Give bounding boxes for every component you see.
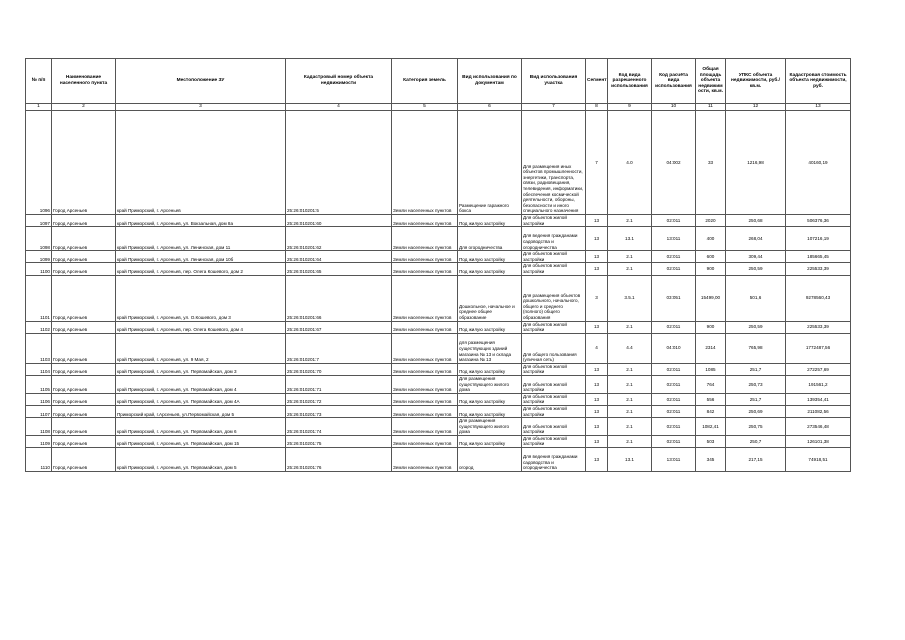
cell-area: 556 — [696, 393, 726, 405]
table-row — [26, 275, 851, 321]
table-row — [26, 375, 851, 393]
cell-calc: 13:011 — [652, 448, 696, 472]
column-number: 1 — [26, 104, 52, 111]
column-number: 13 — [786, 104, 851, 111]
cell-cat: Земли населенных пунктов — [392, 418, 458, 436]
cell-n: 1106 — [26, 393, 52, 405]
cell-city: Город Арсеньев — [52, 251, 116, 263]
cell-doc: Под жилую застройку — [458, 263, 522, 275]
cell-calc: 02:011 — [652, 375, 696, 393]
cell-seg: 3 — [586, 275, 608, 321]
cell-upks: 251,7 — [726, 393, 786, 405]
cell-use: Для объектов жилой застройки — [522, 363, 586, 375]
cell-code: 2.1 — [608, 215, 652, 227]
cell-use: Для объектов жилой застройки — [522, 405, 586, 417]
cell-code: 2.1 — [608, 405, 652, 417]
cell-city: Город Арсеньев — [52, 405, 116, 417]
table-row — [26, 363, 851, 375]
cell-seg: 13 — [586, 263, 608, 275]
cell-upks: 268,04 — [726, 227, 786, 251]
cell-cat: Земли населенных пунктов — [392, 448, 458, 472]
cell-cat: Земли населенных пунктов — [392, 393, 458, 405]
header-cell: Местоположение ЗУ — [116, 59, 286, 104]
cell-use: Для объектов жилой застройки — [522, 251, 586, 263]
table-row — [26, 227, 851, 251]
cell-use: Для объектов жилой застройки — [522, 215, 586, 227]
cell-use: Для объектов жилой застройки — [522, 418, 586, 436]
column-number: 6 — [458, 104, 522, 111]
cell-n: 1104 — [26, 363, 52, 375]
cell-city: Город Арсеньев — [52, 418, 116, 436]
cell-cost: 139354,41 — [786, 393, 851, 405]
cell-cost: 1772487,56 — [786, 333, 851, 363]
cell-upks: 250,75 — [726, 418, 786, 436]
cell-cat: Земли населенных пунктов — [392, 435, 458, 447]
cell-upks: 501,6 — [726, 275, 786, 321]
cell-seg: 13 — [586, 363, 608, 375]
cell-calc: 02:011 — [652, 393, 696, 405]
cell-cost: 126101,38 — [786, 435, 851, 447]
cell-calc: 04:010 — [652, 333, 696, 363]
cell-cost: 107216,19 — [786, 227, 851, 251]
cell-calc: 02:011 — [652, 363, 696, 375]
cell-calc: 02:011 — [652, 215, 696, 227]
header-cell: Вид использования по документам — [458, 59, 522, 104]
cell-upks: 250,69 — [726, 405, 786, 417]
cell-use: Для объектов жилой застройки — [522, 263, 586, 275]
header-cell: Вид использования участка — [522, 59, 586, 104]
column-number-row — [26, 104, 851, 111]
table-row — [26, 435, 851, 447]
cell-cad: 25:26:010201:75 — [286, 435, 392, 447]
cell-n: 1110 — [26, 448, 52, 472]
cell-cat: Земли населенных пунктов — [392, 405, 458, 417]
cell-doc: Под жилую застройку — [458, 363, 522, 375]
column-number: 8 — [586, 104, 608, 111]
cell-loc: край Приморский, г. Арсеньев, ул. Первомайская, дом 4 — [116, 375, 286, 393]
column-number: 3 — [116, 104, 286, 111]
cell-city: Город Арсеньев — [52, 393, 116, 405]
cell-cad: 25:26:010201:73 — [286, 405, 392, 417]
cell-city: Город Арсеньев — [52, 215, 116, 227]
cell-code: 4.4 — [608, 333, 652, 363]
cell-cat: Земли населенных пунктов — [392, 333, 458, 363]
cell-n: 1100 — [26, 263, 52, 275]
table-row — [26, 448, 851, 472]
cell-code: 13.1 — [608, 448, 652, 472]
cell-code: 3.5.1 — [608, 275, 652, 321]
cell-cad: 25:26:010201:66 — [286, 275, 392, 321]
cadastral-table — [25, 58, 851, 472]
cell-city: Город Арсеньев — [52, 263, 116, 275]
cell-seg: 13 — [586, 418, 608, 436]
cell-seg: 13 — [586, 448, 608, 472]
cell-doc: Под жилую застройку — [458, 393, 522, 405]
table-row — [26, 393, 851, 405]
cell-upks: 765,98 — [726, 333, 786, 363]
cell-n: 1099 — [26, 251, 52, 263]
cell-seg: 13 — [586, 321, 608, 333]
cell-calc: 02:011 — [652, 251, 696, 263]
table-row — [26, 215, 851, 227]
column-number: 9 — [608, 104, 652, 111]
cell-city: Город Арсеньев — [52, 321, 116, 333]
cell-code: 2.1 — [608, 321, 652, 333]
cell-upks: 250,59 — [726, 263, 786, 275]
cell-n: 1098 — [26, 227, 52, 251]
table-row — [26, 321, 851, 333]
table-row — [26, 263, 851, 275]
cell-doc: Дошкольное, начальное и среднее общее образование — [458, 275, 522, 321]
column-number: 12 — [726, 104, 786, 111]
cell-doc: Для огородничества — [458, 227, 522, 251]
cell-use: Для объектов жилой застройки — [522, 435, 586, 447]
cell-cad: 25:26:010201:71 — [286, 375, 392, 393]
cell-calc: 13:011 — [652, 227, 696, 251]
cell-cad: 25:26:010201:7 — [286, 333, 392, 363]
cell-cost: 185665,45 — [786, 251, 851, 263]
cell-calc: 02:011 — [652, 263, 696, 275]
cell-city: Город Арсеньев — [52, 363, 116, 375]
cell-use: Для размещения объектов дошкольного, начального, общего и среднего (полного) общего образования — [522, 275, 586, 321]
cell-cost: 9278560,43 — [786, 275, 851, 321]
cell-code: 2.1 — [608, 263, 652, 275]
column-number: 10 — [652, 104, 696, 111]
header-cell: Кадастровая стоимость объекта недвижимости, руб. — [786, 59, 851, 104]
table-body — [26, 111, 851, 472]
cell-cost: 211082,56 — [786, 405, 851, 417]
cell-seg: 13 — [586, 393, 608, 405]
cell-code: 2.1 — [608, 375, 652, 393]
cell-calc: 04:002 — [652, 111, 696, 215]
cell-cost: 506376,36 — [786, 215, 851, 227]
cell-doc: огород — [458, 448, 522, 472]
cell-seg: 13 — [586, 251, 608, 263]
cell-seg: 4 — [586, 333, 608, 363]
cell-doc: Под жилую застройку — [458, 251, 522, 263]
header-cell: Категория земель — [392, 59, 458, 104]
column-number: 4 — [286, 104, 392, 111]
cell-cost: 191561,2 — [786, 375, 851, 393]
cell-area: 900 — [696, 321, 726, 333]
cell-n: 1105 — [26, 375, 52, 393]
cell-area: 600 — [696, 251, 726, 263]
cell-cost: 225533,39 — [786, 263, 851, 275]
cell-n: 1109 — [26, 435, 52, 447]
cell-code: 2.1 — [608, 363, 652, 375]
cell-city: Город Арсеньев — [52, 111, 116, 215]
cell-area: 2020 — [696, 215, 726, 227]
cell-calc: 03:051 — [652, 275, 696, 321]
cell-cat: Земли населенных пунктов — [392, 111, 458, 215]
header-cell: Наименование населенного пункта — [52, 59, 116, 104]
cell-cat: Земли населенных пунктов — [392, 215, 458, 227]
cell-seg: 13 — [586, 215, 608, 227]
cell-loc: край Приморский, г. Арсеньев, пер. Олега Кошевого, дом 4 — [116, 321, 286, 333]
cell-city: Город Арсеньев — [52, 227, 116, 251]
cell-area: 900 — [696, 263, 726, 275]
cell-cost: 74918,51 — [786, 448, 851, 472]
header-cell: Кадастровый номер объекта недвижимости — [286, 59, 392, 104]
cell-cat: Земли населенных пунктов — [392, 363, 458, 375]
cell-upks: 251,7 — [726, 363, 786, 375]
cell-loc: край Приморский, г. Арсеньев, ул. Первомайская, дом 6 — [116, 418, 286, 436]
cell-doc: Размещение гаражного бокса — [458, 111, 522, 215]
cell-cad: 25:26:010201:70 — [286, 363, 392, 375]
cell-upks: 1216,98 — [726, 111, 786, 215]
cell-cad: 25:26:010201:64 — [286, 251, 392, 263]
cell-area: 1082,41 — [696, 418, 726, 436]
cell-city: Город Арсеньев — [52, 375, 116, 393]
table-row — [26, 251, 851, 263]
cell-cad: 25:26:010201:76 — [286, 448, 392, 472]
cell-cost: 272257,69 — [786, 363, 851, 375]
cell-seg: 13 — [586, 435, 608, 447]
column-number: 7 — [522, 104, 586, 111]
cell-use: Для общего пользования (уличная сеть) — [522, 333, 586, 363]
header-cell: Код расчёта вида использования — [652, 59, 696, 104]
cell-area: 15499,00 — [696, 275, 726, 321]
cell-calc: 02:011 — [652, 405, 696, 417]
cell-doc: Под жилую застройку — [458, 215, 522, 227]
table-row — [26, 333, 851, 363]
cell-loc: край Приморский, г. Арсеньев, ул. Вокзальная, дом 8а — [116, 215, 286, 227]
cell-loc: Приморский край, г.Арсеньев, ул.Первомайская, дом 5 — [116, 405, 286, 417]
cell-code: 2.1 — [608, 393, 652, 405]
table-row — [26, 405, 851, 417]
cell-seg: 7 — [586, 111, 608, 215]
cell-doc: Под жилую застройку — [458, 321, 522, 333]
cell-n: 1107 — [26, 405, 52, 417]
cell-doc: Под жилую застройку — [458, 405, 522, 417]
cell-code: 2.1 — [608, 251, 652, 263]
cell-area: 2314 — [696, 333, 726, 363]
cell-use: Для ведения гражданами садоводства и огородничества — [522, 227, 586, 251]
cell-use: Для объектов жилой застройки — [522, 375, 586, 393]
header-row — [26, 59, 851, 104]
cell-cost: 225533,39 — [786, 321, 851, 333]
cell-cat: Земли населенных пунктов — [392, 321, 458, 333]
header-cell: УПКС объекта недвижимости, руб./кв.м. — [726, 59, 786, 104]
cell-cad: 25:26:010201:72 — [286, 393, 392, 405]
cell-area: 842 — [696, 405, 726, 417]
cell-doc: Для размещения существующего жилого дома — [458, 375, 522, 393]
cell-loc: край Приморский, г. Арсеньев, ул. Первомайская, дом 5 — [116, 448, 286, 472]
cell-use: Для объектов жилой застройки — [522, 393, 586, 405]
cell-area: 400 — [696, 227, 726, 251]
cell-cad: 25:26:010201:65 — [286, 263, 392, 275]
cell-calc: 02:011 — [652, 435, 696, 447]
cell-loc: край Приморский, г. Арсеньев, ул. Первомайская, дом 3 — [116, 363, 286, 375]
cell-loc: край Приморский, г. Арсеньев, пер. Олега Кошевого, дом 2 — [116, 263, 286, 275]
cell-upks: 309,44 — [726, 251, 786, 263]
cell-cat: Земли населенных пунктов — [392, 227, 458, 251]
cell-upks: 250,73 — [726, 375, 786, 393]
cell-loc: край Приморский, г. Арсеньев, ул. Ленинская, дом 11 — [116, 227, 286, 251]
cell-cad: 25:26:010201:67 — [286, 321, 392, 333]
cell-city: Город Арсеньев — [52, 275, 116, 321]
cell-cost: 40160,19 — [786, 111, 851, 215]
cell-code: 4.0 — [608, 111, 652, 215]
cell-cat: Земли населенных пунктов — [392, 375, 458, 393]
cell-cat: Земли населенных пунктов — [392, 275, 458, 321]
cell-loc: край Приморский, г. Арсеньев, ул. Первомайская, дом 15 — [116, 435, 286, 447]
cell-seg: 13 — [586, 227, 608, 251]
cell-n: 1101 — [26, 275, 52, 321]
cell-n: 1108 — [26, 418, 52, 436]
cell-doc: для размещения существующих зданий магазина № 13 и склада магазина № 13 — [458, 333, 522, 363]
cell-doc: Для размещения существующего жилого дома — [458, 418, 522, 436]
column-number: 11 — [696, 104, 726, 111]
cell-code: 13.1 — [608, 227, 652, 251]
cell-area: 764 — [696, 375, 726, 393]
cell-loc: край Приморский, г. Арсеньев — [116, 111, 286, 215]
cell-cad: 25:26:010201:62 — [286, 227, 392, 251]
cell-calc: 02:011 — [652, 321, 696, 333]
cell-seg: 13 — [586, 405, 608, 417]
cell-cad: 25:26:010201:5 — [286, 111, 392, 215]
cell-cost: 273546,48 — [786, 418, 851, 436]
cell-n: 1096 — [26, 111, 52, 215]
cell-upks: 250,68 — [726, 215, 786, 227]
cell-seg: 13 — [586, 375, 608, 393]
cell-city: Город Арсеньев — [52, 333, 116, 363]
cell-city: Город Арсеньев — [52, 435, 116, 447]
cell-area: 1085 — [696, 363, 726, 375]
cell-doc: Под жилую застройку — [458, 435, 522, 447]
table-row — [26, 418, 851, 436]
cell-n: 1103 — [26, 333, 52, 363]
cell-area: 33 — [696, 111, 726, 215]
cell-upks: 217,15 — [726, 448, 786, 472]
cell-code: 2.1 — [608, 418, 652, 436]
cell-area: 503 — [696, 435, 726, 447]
cell-use: Для ведения гражданами садоводства и огородничества — [522, 448, 586, 472]
cell-loc: край Приморский, г. Арсеньев, ул. Ленинская, дом 10б — [116, 251, 286, 263]
cell-cat: Земли населенных пунктов — [392, 251, 458, 263]
cell-use: Для объектов жилой застройки — [522, 321, 586, 333]
cell-n: 1102 — [26, 321, 52, 333]
cell-code: 2.1 — [608, 435, 652, 447]
cell-city: Город Арсеньев — [52, 448, 116, 472]
cell-loc: край Приморский, г. Арсеньев, ул. Первомайская, дом 4А — [116, 393, 286, 405]
table-row — [26, 111, 851, 215]
cell-loc: край Приморский, г. Арсеньев, ул. О.Кошевого, дом 3 — [116, 275, 286, 321]
cell-upks: 250,59 — [726, 321, 786, 333]
cell-cad: 25:26:010201:60 — [286, 215, 392, 227]
header-cell: Сегмент — [586, 59, 608, 104]
cell-upks: 250,7 — [726, 435, 786, 447]
column-number: 2 — [52, 104, 116, 111]
cell-area: 345 — [696, 448, 726, 472]
cell-calc: 02:011 — [652, 418, 696, 436]
cell-loc: край Приморский, г. Арсеньев, ул. 9 Мая, 2 — [116, 333, 286, 363]
header-cell: Код вида разрешенного использования — [608, 59, 652, 104]
cell-cad: 25:26:010201:74 — [286, 418, 392, 436]
cell-use: Для размещения иных объектов промышленности, энергетики, транспорта, связи, радиовещания, телевидения, информатики, обеспечения космической деятельности, обороны, безопасности и иного специального назначения — [522, 111, 586, 215]
header-cell: Общая площадь объекта недвижим ости, кв.м. — [696, 59, 726, 104]
column-number: 5 — [392, 104, 458, 111]
header-cell: № п/п — [26, 59, 52, 104]
cell-cat: Земли населенных пунктов — [392, 263, 458, 275]
cell-n: 1097 — [26, 215, 52, 227]
